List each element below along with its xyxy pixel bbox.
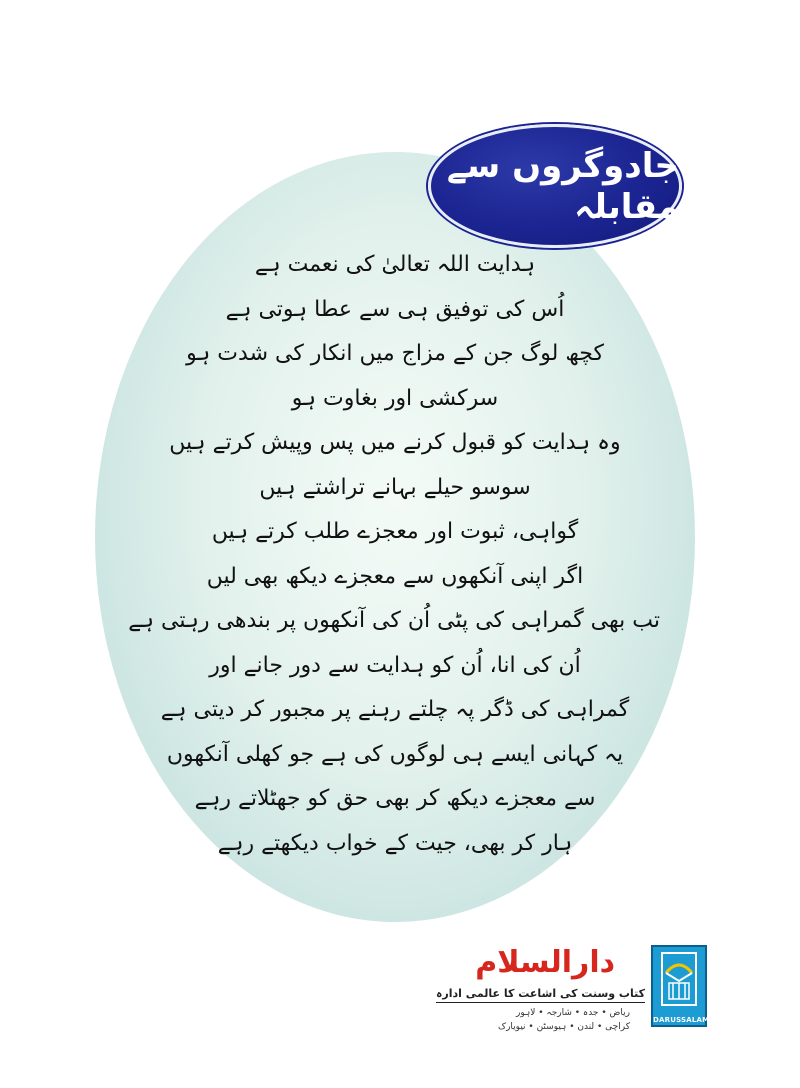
poem-line: یہ کہانی ایسے ہی لوگوں کی ہے جو کھلی آنکھوں	[166, 741, 624, 767]
publisher-imprint	[435, 945, 645, 1032]
poem-line: وہ ہدایت کو قبول کرنے میں پس وپیش کرتے ہیں	[169, 430, 621, 455]
poem-line: تب بھی گمراہی کی پٹی اُن کی آنکھوں پر بندھی رہتی ہے	[128, 608, 660, 633]
poem-line: گواہی، ثبوت اور معجزے طلب کرتے ہیں	[211, 519, 579, 544]
book-arch-icon	[653, 947, 705, 1013]
poem-line: ہار کر بھی، جیت کے خواب دیکھتے رہے	[217, 830, 573, 856]
poem-line: سرکشی اور بغاوت ہو	[291, 385, 499, 411]
poem-line: گمراہی کی ڈگر پہ چلتے رہنے پر مجبور کر دیتی ہے	[160, 697, 630, 722]
poem-line: اُن کی انا، اُن کو ہدایت سے دور جانے اور	[209, 652, 581, 678]
publisher-cities: کراچی • لندن • ہیوسٹن • نیویارک	[498, 1022, 630, 1032]
publisher-cities: ریاض • جدہ • شارجہ • لاہور	[516, 1008, 630, 1018]
logo-caption: DARUSSALAM	[653, 1016, 710, 1024]
poem-line: سے معجزے دیکھ کر بھی حق کو جھٹلاتے رہے	[194, 786, 596, 811]
poem-line: اگر اپنی آنکھوں سے معجزے دیکھ بھی لیں	[206, 563, 584, 589]
poem-line: کچھ لوگ جن کے مزاج میں انکار کی شدت ہو	[186, 341, 604, 366]
poem-text	[130, 243, 660, 866]
poem-line: سوسو حیلے بہانے تراشتے ہیں	[259, 474, 531, 500]
title-badge	[428, 124, 682, 248]
publisher-logo-icon	[651, 945, 710, 1027]
poem-line: ہدایت اللہ تعالیٰ کی نعمت ہے	[254, 252, 536, 277]
publisher-tagline: کتاب وسنت کی اشاعت کا عالمی ادارہ	[436, 987, 645, 1003]
publisher-name: دارالسلام	[475, 945, 615, 980]
page-title: جادوگروں سے مقابلہ	[446, 146, 679, 227]
poem-line: اُس کی توفیق ہی سے عطا ہوتی ہے	[225, 296, 565, 322]
